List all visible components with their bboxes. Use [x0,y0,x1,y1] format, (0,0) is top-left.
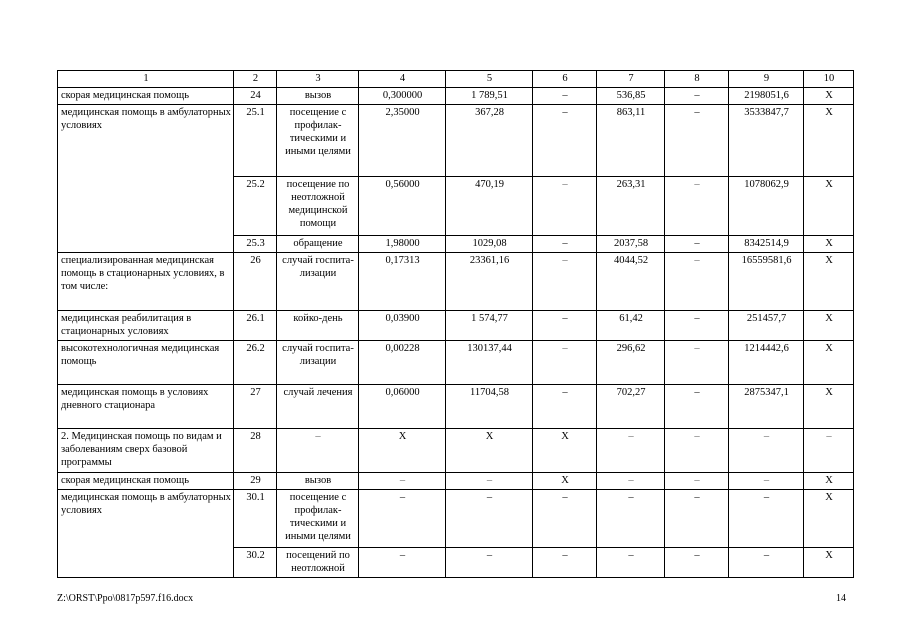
row-value: – [729,490,804,548]
row-value: 251457,7 [729,311,804,341]
row-value: 863,11 [597,105,665,177]
row-value: 0,00228 [359,341,446,385]
row-value: 8342514,9 [729,236,804,253]
row-value: – [533,236,597,253]
row-value: Х [804,236,854,253]
row-value: – [597,490,665,548]
row-value: – [665,341,729,385]
row-value: 0,56000 [359,177,446,236]
row-label: медицинская помощь в амбулаторных условиях [58,105,234,253]
row-code: 24 [234,88,277,105]
row-code: 28 [234,429,277,473]
row-unit: посещений по неотложной [277,548,359,578]
row-label: медицинская помощь в условиях дневного стационара [58,385,234,429]
row-value: – [533,490,597,548]
row-value: 1214442,6 [729,341,804,385]
row-value: – [533,341,597,385]
row-value: – [533,385,597,429]
row-value: 702,27 [597,385,665,429]
header-cell: 1 [58,71,234,88]
row-value: 130137,44 [446,341,533,385]
row-value: – [359,548,446,578]
row-value: 2,35000 [359,105,446,177]
row-unit: вызов [277,88,359,105]
row-code: 29 [234,473,277,490]
row-value: 11704,58 [446,385,533,429]
row-value: Х [804,385,854,429]
row-value: 0,03900 [359,311,446,341]
row-value: 0,300000 [359,88,446,105]
row-code: 27 [234,385,277,429]
header-cell: 4 [359,71,446,88]
row-value: Х [804,253,854,311]
row-code: 30.1 [234,490,277,548]
footer-page-number: 14 [836,593,846,604]
row-unit: вызов [277,473,359,490]
row-value: Х [804,177,854,236]
row-value: 1,98000 [359,236,446,253]
header-cell: 5 [446,71,533,88]
table-row [58,490,854,548]
row-unit: случай госпита-лизации [277,341,359,385]
table-row [58,311,854,341]
row-value: Х [804,473,854,490]
header-cell: 9 [729,71,804,88]
row-value: 1078062,9 [729,177,804,236]
row-value: Х [533,429,597,473]
row-value: – [597,473,665,490]
row-value: 61,42 [597,311,665,341]
row-value: 263,31 [597,177,665,236]
row-value: 296,62 [597,341,665,385]
row-value: – [446,548,533,578]
row-value: – [665,490,729,548]
row-value: Х [446,429,533,473]
row-value: – [729,473,804,490]
row-value: 3533847,7 [729,105,804,177]
table-row [58,253,854,311]
row-label: медицинская помощь в амбулаторных условиях [58,490,234,578]
row-value: Х [804,105,854,177]
row-unit: посещение с профилак-тическими и иными целями [277,105,359,177]
row-code: 26.1 [234,311,277,341]
row-value: – [359,473,446,490]
row-code: 26 [234,253,277,311]
row-label: специализированная медицинская помощь в стационарных условиях, в том числе: [58,253,234,311]
header-cell: 10 [804,71,854,88]
row-value: – [665,236,729,253]
row-unit: случай госпита-лизации [277,253,359,311]
row-unit: обращение [277,236,359,253]
row-value: – [597,548,665,578]
row-value: – [359,490,446,548]
row-value: – [729,548,804,578]
row-value: – [665,548,729,578]
row-value: 2875347,1 [729,385,804,429]
row-value: 1 574,77 [446,311,533,341]
row-value: 367,28 [446,105,533,177]
header-cell: 6 [533,71,597,88]
table-row [58,105,854,177]
row-code: 25.1 [234,105,277,177]
row-value: – [665,105,729,177]
row-value: – [665,177,729,236]
row-value: – [665,385,729,429]
row-label: скорая медицинская помощь [58,88,234,105]
header-cell: 7 [597,71,665,88]
row-value: – [533,105,597,177]
row-value: Х [804,88,854,105]
row-value: – [665,88,729,105]
row-value: – [446,490,533,548]
row-value: 2037,58 [597,236,665,253]
row-value: – [665,253,729,311]
row-value: 16559581,6 [729,253,804,311]
footer-file-path: Z:\ORST\Ppo\0817p597.f16.docx [57,593,194,604]
row-value: – [446,473,533,490]
table-row [58,385,854,429]
row-value: – [804,429,854,473]
header-cell: 2 [234,71,277,88]
table-row [58,429,854,473]
table-row [58,473,854,490]
header-cell: 3 [277,71,359,88]
row-label: высокотехнологичная медицинская помощь [58,341,234,385]
row-value: 0,17313 [359,253,446,311]
row-value: – [533,177,597,236]
header-row [58,71,854,88]
row-value: – [665,473,729,490]
row-value: Х [804,341,854,385]
header-cell: 8 [665,71,729,88]
row-value: 0,06000 [359,385,446,429]
row-value: – [665,429,729,473]
row-code: 25.3 [234,236,277,253]
row-value: 1029,08 [446,236,533,253]
row-value: – [533,548,597,578]
row-value: – [597,429,665,473]
row-value: – [665,311,729,341]
row-unit: – [277,429,359,473]
row-value: Х [804,490,854,548]
row-value: – [533,311,597,341]
row-value: Х [804,548,854,578]
row-label: 2. Медицинская помощь по видам и заболеваниям сверх базовой программы [58,429,234,473]
row-value: 536,85 [597,88,665,105]
row-value: – [533,253,597,311]
row-unit: койко-день [277,311,359,341]
row-label: скорая медицинская помощь [58,473,234,490]
row-value: Х [359,429,446,473]
row-unit: случай лечения [277,385,359,429]
row-value: 23361,16 [446,253,533,311]
row-value: – [533,88,597,105]
row-unit: посещение с профилак-тическими и иными целями [277,490,359,548]
row-value: Х [804,311,854,341]
row-value: 1 789,51 [446,88,533,105]
row-code: 25.2 [234,177,277,236]
row-unit: посещение по неотложной медицинской помощи [277,177,359,236]
row-value: – [729,429,804,473]
row-value: 4044,52 [597,253,665,311]
row-label: медицинская реабилитация в стационарных условиях [58,311,234,341]
table-row [58,341,854,385]
row-code: 30.2 [234,548,277,578]
row-value: Х [533,473,597,490]
row-code: 26.2 [234,341,277,385]
data-table [57,70,854,578]
table-row [58,88,854,105]
row-value: 2198051,6 [729,88,804,105]
row-value: 470,19 [446,177,533,236]
